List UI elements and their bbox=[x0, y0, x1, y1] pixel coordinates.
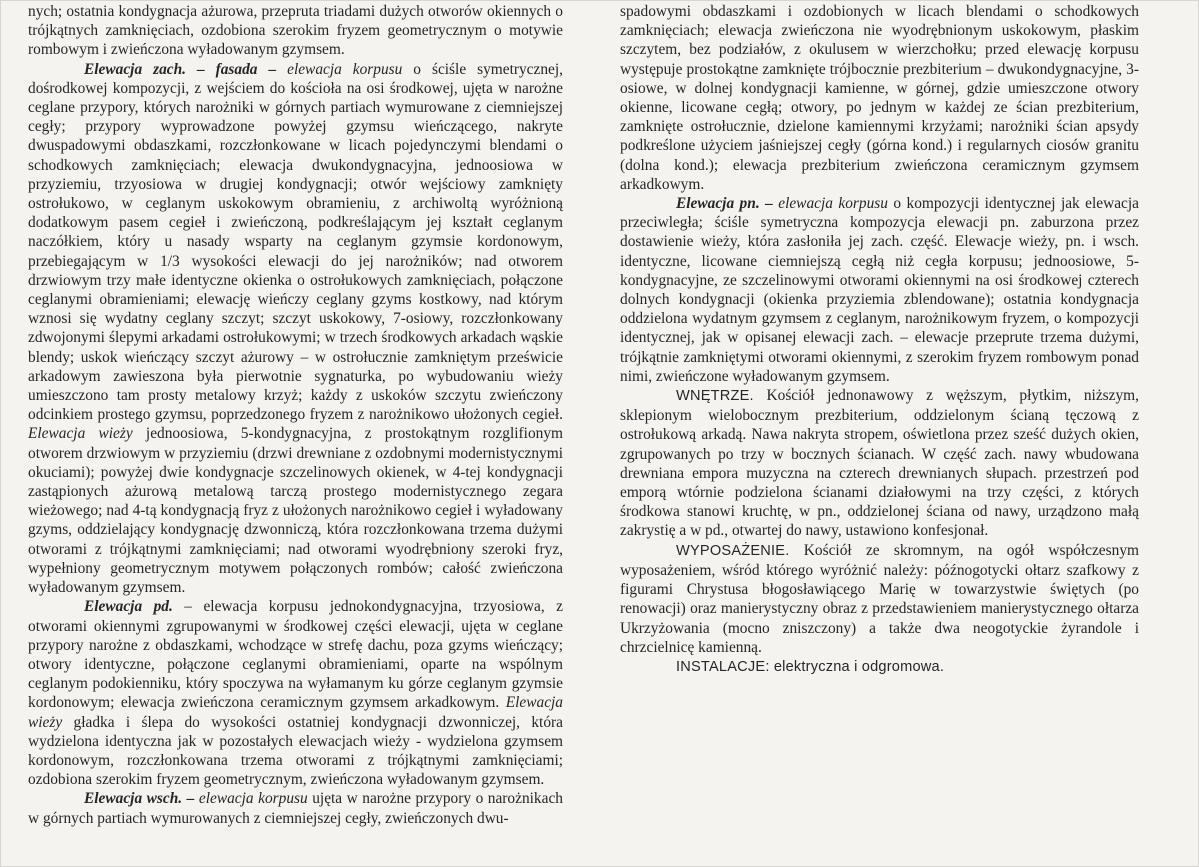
west-tower-italic: Elewacja wieży bbox=[28, 425, 133, 443]
south-tower-italic: Elewacja wieży bbox=[28, 694, 563, 731]
furnishings-paragraph bbox=[620, 541, 1139, 657]
installations-heading: INSTALACJE: bbox=[676, 658, 770, 675]
installations-paragraph bbox=[620, 657, 1139, 677]
interior-heading: WNĘTRZE. bbox=[676, 388, 754, 405]
left-intro-paragraph bbox=[28, 2, 563, 60]
interior-paragraph bbox=[620, 386, 1139, 541]
interior-text: Kościół jednonawowy z węższym, płytkim, niższym, sklepionym wielobocznym prezbiterium, oddzielonym ścianą tęczową z ostrołukową arkadą. Nawa nakryta stropem, oświetlona przez sześć dużych okien, zgrupowanych po trzy w bocznych ścianach. W część zach. nawy wbudowana drewniana empora muzyczna na czterech drewnianych słupach. przestrzeń pod emporą wtórnie podzielona ścianami działowymi na trzy części, z których środkowa stanowi kruchtę, w pn., oddzielonej ściana od nawy, urządzono małą zakrystię a w pd., otwartej do nawy, ustawiono konfesjonał. bbox=[620, 387, 1139, 540]
east-elevation-label: Elewacja wsch. – bbox=[84, 790, 195, 808]
furnishings-text: Kościół ze skromnym, na ogół współczesnym wyposażeniem, wśród którego wyróżnić należy: późnogotycki ołtarz szafkowy z figurami Chrystusa błogosławiącego Marię w towarzystwie świętych (po renowacji) oraz manierystyczny obraz z przedstawieniem manierystycznego ołtarza Ukrzyżowania (mocno zniszczony) a także dwa neogotyckie żyrandole i chrzcielnicę kamienną. bbox=[620, 541, 1139, 656]
east-elevation-paragraph bbox=[28, 789, 563, 827]
south-elevation-text-b: gładka i ślepa do wysokości ostatniej kondygnacji dzwonniczej, która wydzielona identyczna jak w pozostałych elewacjach wieży - wydzielona gzymsem kordonowym, rozczłonkowana trzema otworami z trójkątnymi zamknięciami; ozdobiona szerokim fryzem geometrycznym, zwieńczona wyładowanym gzymsem. bbox=[28, 713, 563, 789]
north-elevation-label: Elewacja pn. – bbox=[676, 195, 773, 213]
west-facade-italic: elewacja korpusu bbox=[287, 60, 403, 78]
right-column bbox=[620, 2, 1139, 677]
east-elevation-italic: elewacja korpusu bbox=[198, 790, 308, 808]
furnishings-heading: WYPOSAŻENIE. bbox=[676, 542, 790, 559]
south-elevation-paragraph bbox=[28, 597, 563, 789]
west-facade-paragraph bbox=[28, 60, 563, 598]
west-facade-text-a: o ściśle symetrycznej, dośrodkowej kompozycji, z wejściem do kościoła na osi środkowej, ujęta w narożne ceglane przypory, których narożniki w górnych partiach wymurowane z ciemniejszej cegły; przypory wyprowadzone powyżej gzymsu wieńczącego, nakryte dwuspadowymi obdaszkami, rozczłonkowane w licach pojedynczymi blendami o schodkowych zamknięciach; elewacja dwukondygnacyjna, jednoosiowa w przyziemiu, trzyosiowa w drugiej kondygnacji; otwór wejściowy zamknięty ostrołukowo, w ceglanym uskokowym obramieniu, z archiwoltą wyróżnioną dodatkowym pasem cegieł i zwieńczoną, podkreślającym jej kształt ceglanym naczółkiem, który u nasady wsparty na ceglanym gzymsie kordonowym, przebiegającym w 1/3 wysokości elewacji do jej narożników; nad otworem drzwiowym trzy małe identyczne okienka o ostrołukowych zamknięciach, połączone ceglanymi obramieniami; elewację wieńczy ceglany gzyms kostkowy, nad którym wznosi się wydatny ceglany szczyt; szczyt uskokowy, 7-osiowy, rozczłonkowany zdwojonymi ślepymi arkadami ostrołukowymi; w trzech środkowych arkadach wąskie blendy; uskok wieńczący szczyt ażurowy – w ostrołucznie zamkniętym prześwicie arkadowym zawieszona była pierwotnie sygnaturka, po wybudowaniu wieży umieszczono tam prosty metalowy krzyż; każdy z uskoków szczytu zwieńczony odcinkiem prostego gzymsu, poprzedzonego fryzem z narożnikowo ułożonych cegieł. bbox=[28, 60, 563, 424]
left-column bbox=[28, 2, 563, 828]
installations-text: elektryczna i odgromowa. bbox=[769, 658, 945, 675]
north-elevation-paragraph bbox=[620, 194, 1139, 386]
west-facade-text-b: jednoosiowa, 5-kondygnacyjna, z prostokątnym rozglifionym otworem drzwiowym w przyziemiu (drzwi drewniane z ozdobnymi modernistycznymi okuciami); powyżej dwie kondygnacje szczelinowych okienek, w 4-tej kondygnacji zastąpionych ażurową metalową tarczą prostego modernistycznego zegara wieżowego; nad 4-tą kondygnacją fryz z ułożonych narożnikowo cegieł i wyładowany gzyms, oddzielający kondygnację dzwonniczą, która rozczłonkowana trzema dużymi otworami z trójkątnymi zamknięciami; nad otworami wyodrębniony szeroki fryz, wypełniony geometrycznym motywem połączonych rombów; całość zwieńczona wyładowanym gzymsem. bbox=[28, 425, 564, 597]
south-elevation-text-a: – elewacja korpusu jednokondygnacyjna, trzyosiowa, z otworami okiennymi zgrupowanymi w środkowej części elewacji, ujęta w ceglane przypory narożne z obdaszkami, wchodzące w strefę dachu, poza gzyms wieńczący; otwory identyczne, połączone ceglanymi obramieniami, oparte na wspólnym ceglanym podokienniku, który spoczywa na wyłamanym ku górze ceglanym gzymsie kordonowym; elewacja zwieńczona ceramicznym gzymsem arkadkowym. bbox=[28, 598, 563, 712]
north-elevation-italic: elewacja korpusu bbox=[778, 195, 888, 213]
south-elevation-label: Elewacja pd. bbox=[84, 598, 173, 616]
left-intro-text: nych; ostatnia kondygnacja ażurowa, przeprutа triadami dużych otworów okiennych o trójkątnych zamknięciach, ozdobiona szerokim fryzem geometrycznym o motywie rombowym i zwieńczona wyładowanym gzymsem. bbox=[28, 3, 563, 59]
north-elevation-text: o kompozycji identycznej jak elewacja przeciwległa; ściśle symetryczna kompozycja elewacji pn. zaburzona przez dostawienie wieży, która zasłoniła jej zach. część. Elewacje wieży, pn. i wsch. identyczne, licowane ciemniejszą cegłą niż cegła korpusu; jednoosiowe, 5-kondygnacyjne, ze szczelinowymi otworami okiennymi na osi środkowej czterech dolnych kondygnacji (okienka przyziemia zblendowane); ostatnia kondygnacja oddzielona wydatnym gzymsem z ceglanym, narożnikowym fryzem, o kompozycji identycznej, jak w opisanej elewacji zach. – elewacje przeprute trzema dużymi, trójkątnie zamkniętymi otworami okiennymi, z szerokim fryzem rombowym ponad nimi, zwieńczone wyładowanym gzymsem. bbox=[620, 195, 1139, 385]
east-elevation-text: ujęta w narożne przypory o narożnikach w górnych partiach wymurowanych z ciemniejszej cegły, zwieńczonych dwu- bbox=[28, 790, 563, 827]
right-intro-paragraph bbox=[620, 2, 1139, 194]
west-facade-label: Elewacja zach. – fasada – bbox=[84, 60, 277, 78]
right-intro-text: spadowymi obdaszkami i ozdobionych w licach blendami o schodkowych zamknięciach; elewacja zwieńczona nie wyodrębnionym uskokowym, płaskim szczytem, bez podziałów, z okulusem w wierzchołku; przed elewację korpusu występuje prostokątne zamknięte trójbocznie prezbiterium – dwukondygnacyjne, 3-osiowe, w dolnej kondygnacji kamienne, w górnej, gdzie umieszczone otwory okienne, licowane cegłą; otwory, po jednym w każdej ze ścian prezbiterium, zamknięte ostrołucznie, dzielone kamiennymi krzyżami; narożniki ścian apsydy podkreślone użyciem jaśniejszej cegły (górna kond.) i regularnych ciosów granitu (dolna kond.); elewacja prezbiterium zwieńczona ceramicznym gzymsem arkadkowym. bbox=[620, 3, 1139, 193]
